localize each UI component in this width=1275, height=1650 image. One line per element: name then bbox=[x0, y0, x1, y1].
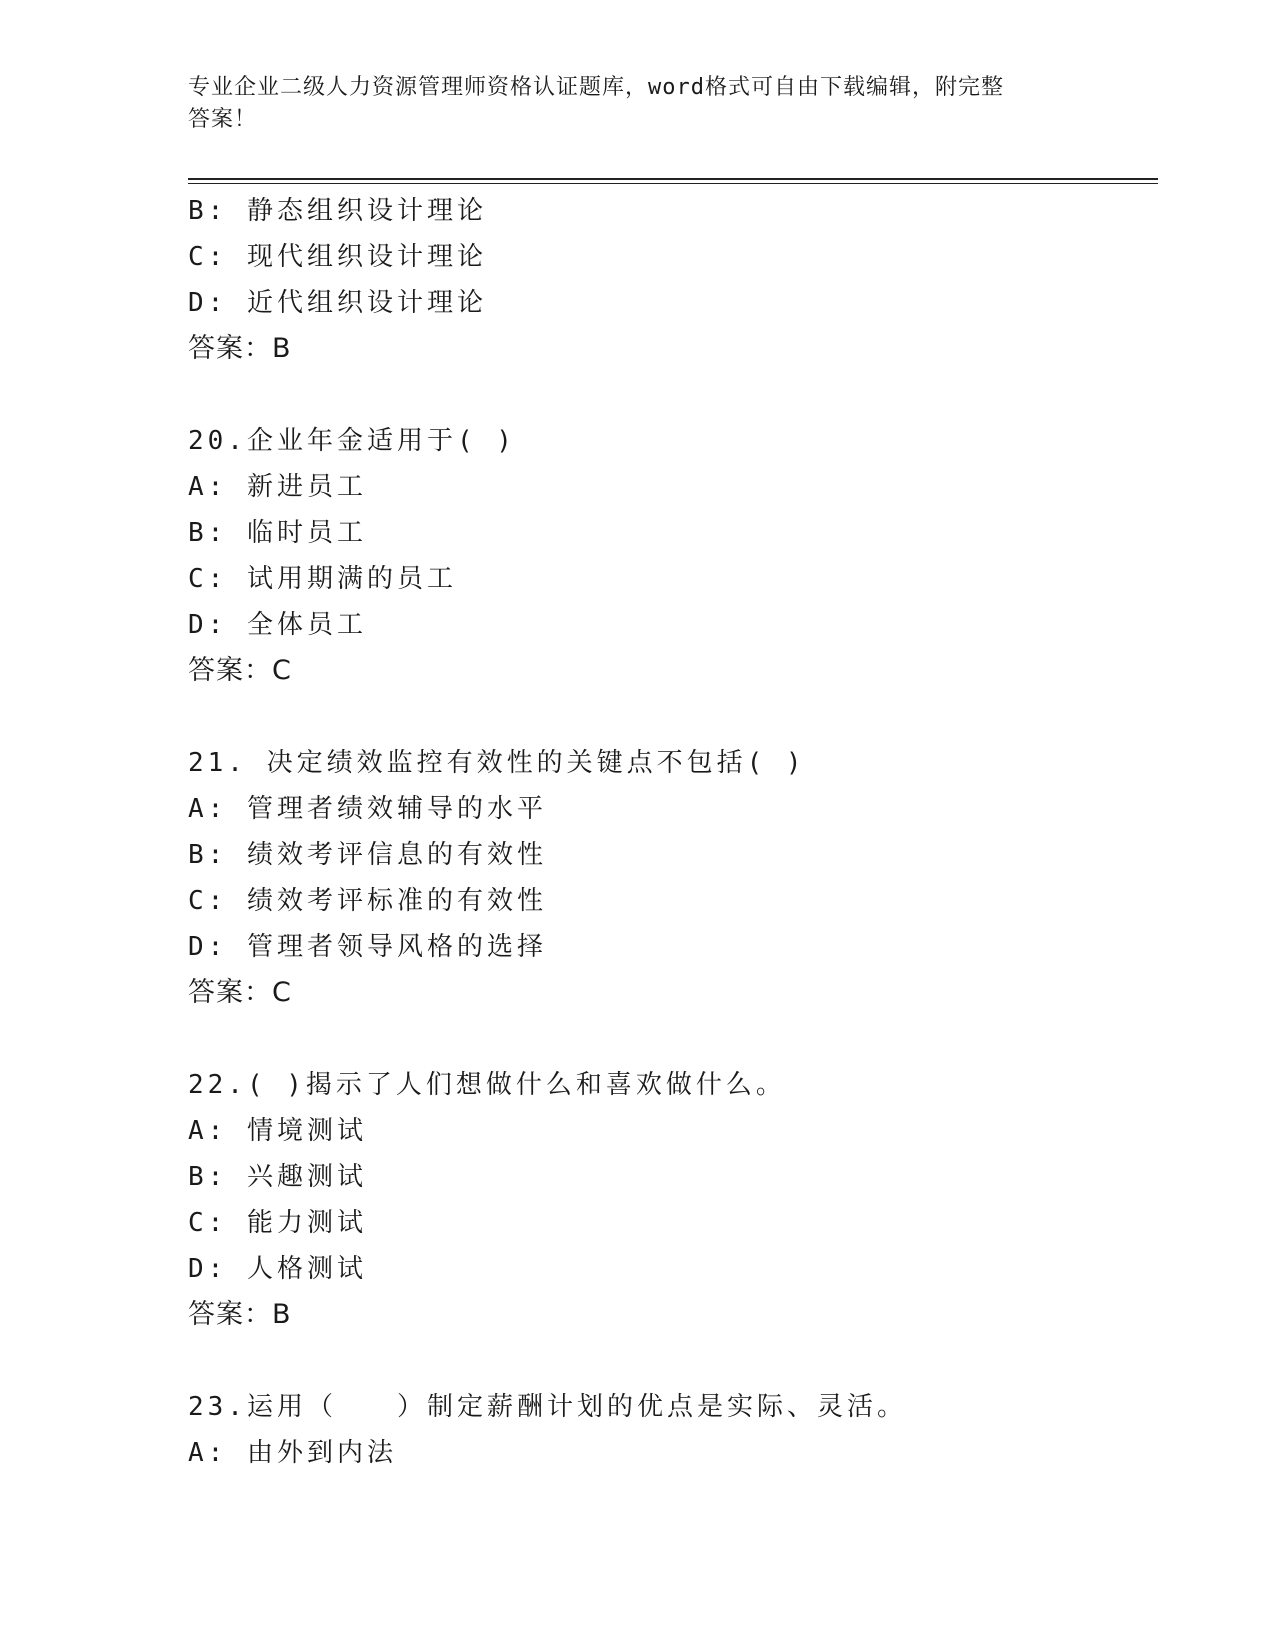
header-divider-thin bbox=[188, 183, 1158, 184]
option-a: A: 情境测试 bbox=[188, 1116, 367, 1146]
option-c: C: 试用期满的员工 bbox=[188, 564, 457, 594]
question-gap bbox=[188, 1338, 1148, 1384]
option-c: C: 能力测试 bbox=[188, 1208, 367, 1238]
question-gap bbox=[188, 1016, 1148, 1062]
question-gap bbox=[188, 694, 1148, 740]
answer-line: 答案：C bbox=[188, 655, 292, 686]
header-line-1: 专业企业二级人力资源管理师资格认证题库，word格式可自由下载编辑，附完整 bbox=[188, 75, 1004, 100]
option-c: C: 绩效考评标准的有效性 bbox=[188, 886, 547, 916]
option-b: B: 临时员工 bbox=[188, 518, 367, 548]
question-text: 22.( )揭示了人们想做什么和喜欢做什么。 bbox=[188, 1070, 786, 1100]
question-list bbox=[188, 188, 1148, 1476]
question-text: 23.运用（ ）制定薪酬计划的优点是实际、灵活。 bbox=[188, 1392, 907, 1422]
option-d: D: 近代组织设计理论 bbox=[188, 288, 487, 318]
option-b: B: 兴趣测试 bbox=[188, 1162, 367, 1192]
answer-line: 答案：B bbox=[188, 333, 292, 364]
option-a: A: 新进员工 bbox=[188, 472, 367, 502]
answer-line: 答案：C bbox=[188, 977, 292, 1008]
header-line-2: 答案！ bbox=[188, 107, 258, 132]
question-22 bbox=[188, 1062, 1148, 1338]
question-text: 20.企业年金适用于( ) bbox=[188, 426, 516, 456]
question-gap bbox=[188, 372, 1148, 418]
answer-line: 答案：B bbox=[188, 1299, 292, 1330]
question-21 bbox=[188, 740, 1148, 1016]
option-d: D: 全体员工 bbox=[188, 610, 367, 640]
option-a: A: 管理者绩效辅导的水平 bbox=[188, 794, 547, 824]
question-23 bbox=[188, 1384, 1148, 1476]
option-c: C: 现代组织设计理论 bbox=[188, 242, 487, 272]
option-d: D: 人格测试 bbox=[188, 1254, 367, 1284]
header-divider-thick bbox=[188, 178, 1158, 180]
option-a: A: 由外到内法 bbox=[188, 1438, 397, 1468]
question-19-tail bbox=[188, 188, 1148, 372]
option-d: D: 管理者领导风格的选择 bbox=[188, 932, 547, 962]
option-b: B: 绩效考评信息的有效性 bbox=[188, 840, 547, 870]
option-b: B: 静态组织设计理论 bbox=[188, 196, 487, 226]
question-text: 21. 决定绩效监控有效性的关键点不包括( ) bbox=[188, 748, 806, 778]
question-20 bbox=[188, 418, 1148, 694]
document-header bbox=[188, 72, 1088, 136]
